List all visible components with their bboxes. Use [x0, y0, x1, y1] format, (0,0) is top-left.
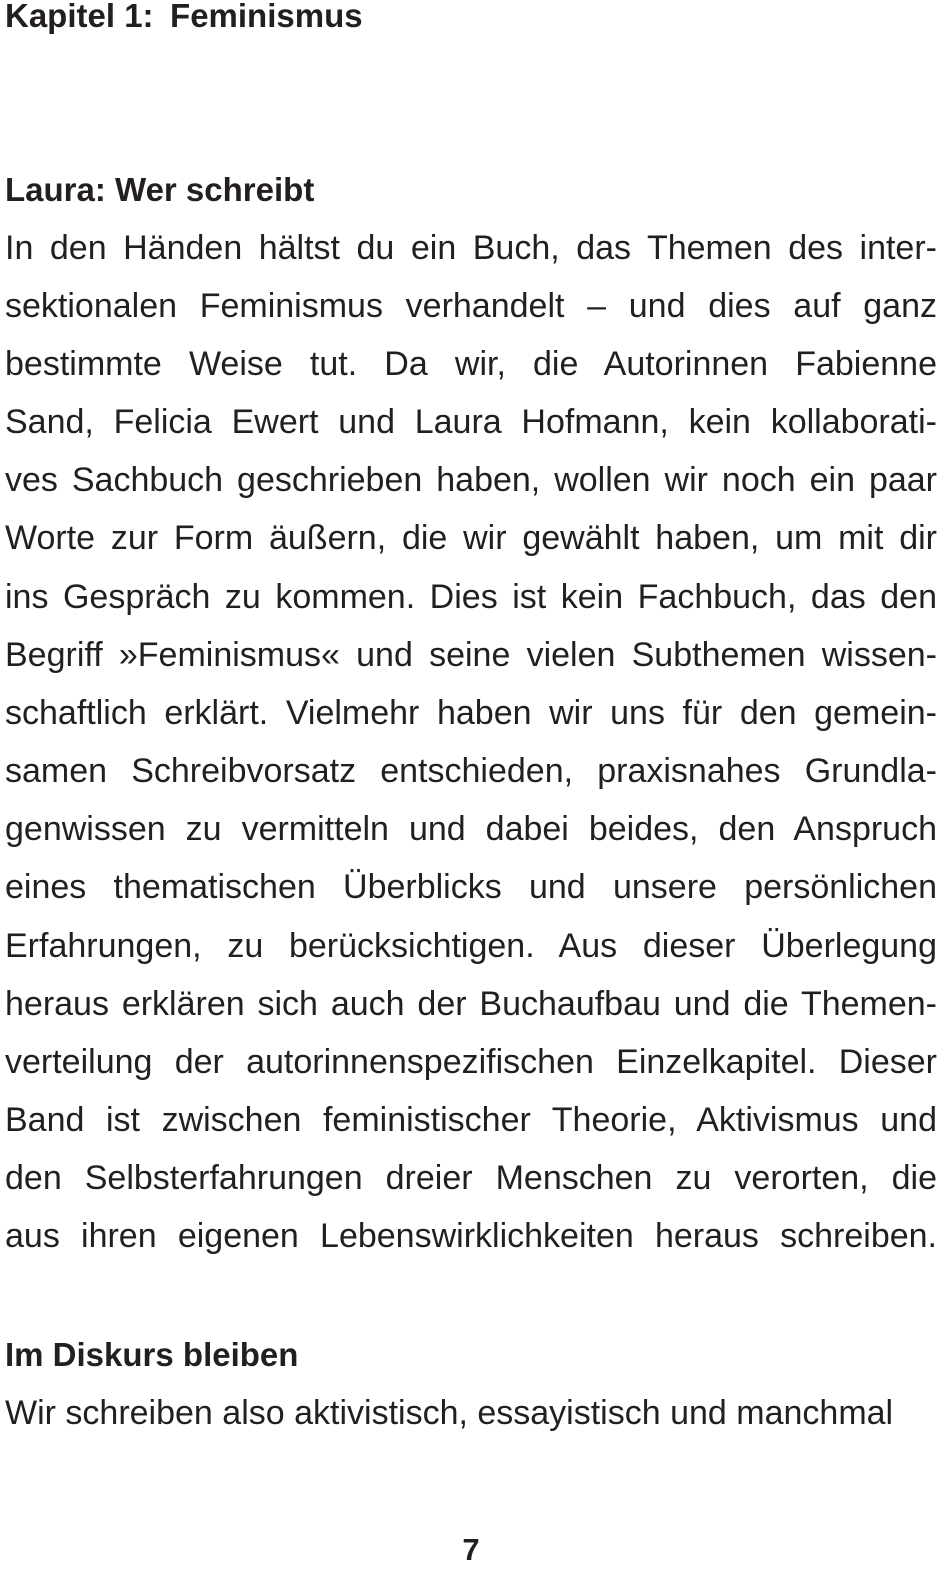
paragraph-line: In den Händen hältst du ein Buch, das Themen des inter-	[5, 229, 937, 267]
paragraph-line: aus ihren eigenen Lebenswirklichkeiten heraus schreiben.	[5, 1217, 937, 1255]
paragraph-line: ins Gespräch zu kommen. Dies ist kein Fachbuch, das den	[5, 578, 937, 616]
section-heading-discourse: Im Diskurs bleiben	[5, 1336, 299, 1373]
paragraph-line: Begriff »Feminismus« und seine vielen Subthemen wissen-	[5, 636, 937, 674]
paragraph-line: ves Sachbuch geschrieben haben, wollen wir noch ein paar	[5, 461, 937, 499]
paragraph-line: Sand, Felicia Ewert und Laura Hofmann, kein kollaborati-	[5, 403, 937, 441]
paragraph-line: Wir schreiben also aktivistisch, essayistisch und manchmal	[5, 1394, 894, 1432]
paragraph-line: schaftlich erklärt. Vielmehr haben wir uns für den gemein-	[5, 694, 937, 732]
chapter-title: Kapitel 1: Feminismus	[5, 0, 363, 34]
paragraph-line: samen Schreibvorsatz entschieden, praxisnahes Grundla-	[5, 752, 937, 790]
page-number: 7	[462, 1532, 480, 1567]
paragraph-line: verteilung der autorinnenspezifischen Einzelkapitel. Dieser	[5, 1043, 937, 1081]
paragraph-line: eines thematischen Überblicks und unsere persönlichen	[5, 868, 937, 906]
paragraph-line: Band ist zwischen feministischer Theorie, Aktivismus und	[5, 1101, 937, 1139]
paragraph-line: genwissen zu vermitteln und dabei beides, den Anspruch	[5, 810, 937, 848]
paragraph-line: den Selbsterfahrungen dreier Menschen zu verorten, die	[5, 1159, 937, 1197]
paragraph-line: heraus erklären sich auch der Buchaufbau und die Themen-	[5, 985, 937, 1023]
paragraph-line: bestimmte Weise tut. Da wir, die Autorinnen Fabienne	[5, 345, 937, 383]
section-heading-authors: Laura: Wer schreibt	[5, 171, 315, 208]
paragraph-line: Erfahrungen, zu berücksichtigen. Aus dieser Überlegung	[5, 927, 937, 965]
paragraph-line: Worte zur Form äußern, die wir gewählt haben, um mit dir	[5, 519, 937, 557]
paragraph-line: sektionalen Feminismus verhandelt – und dies auf ganz	[5, 287, 937, 325]
